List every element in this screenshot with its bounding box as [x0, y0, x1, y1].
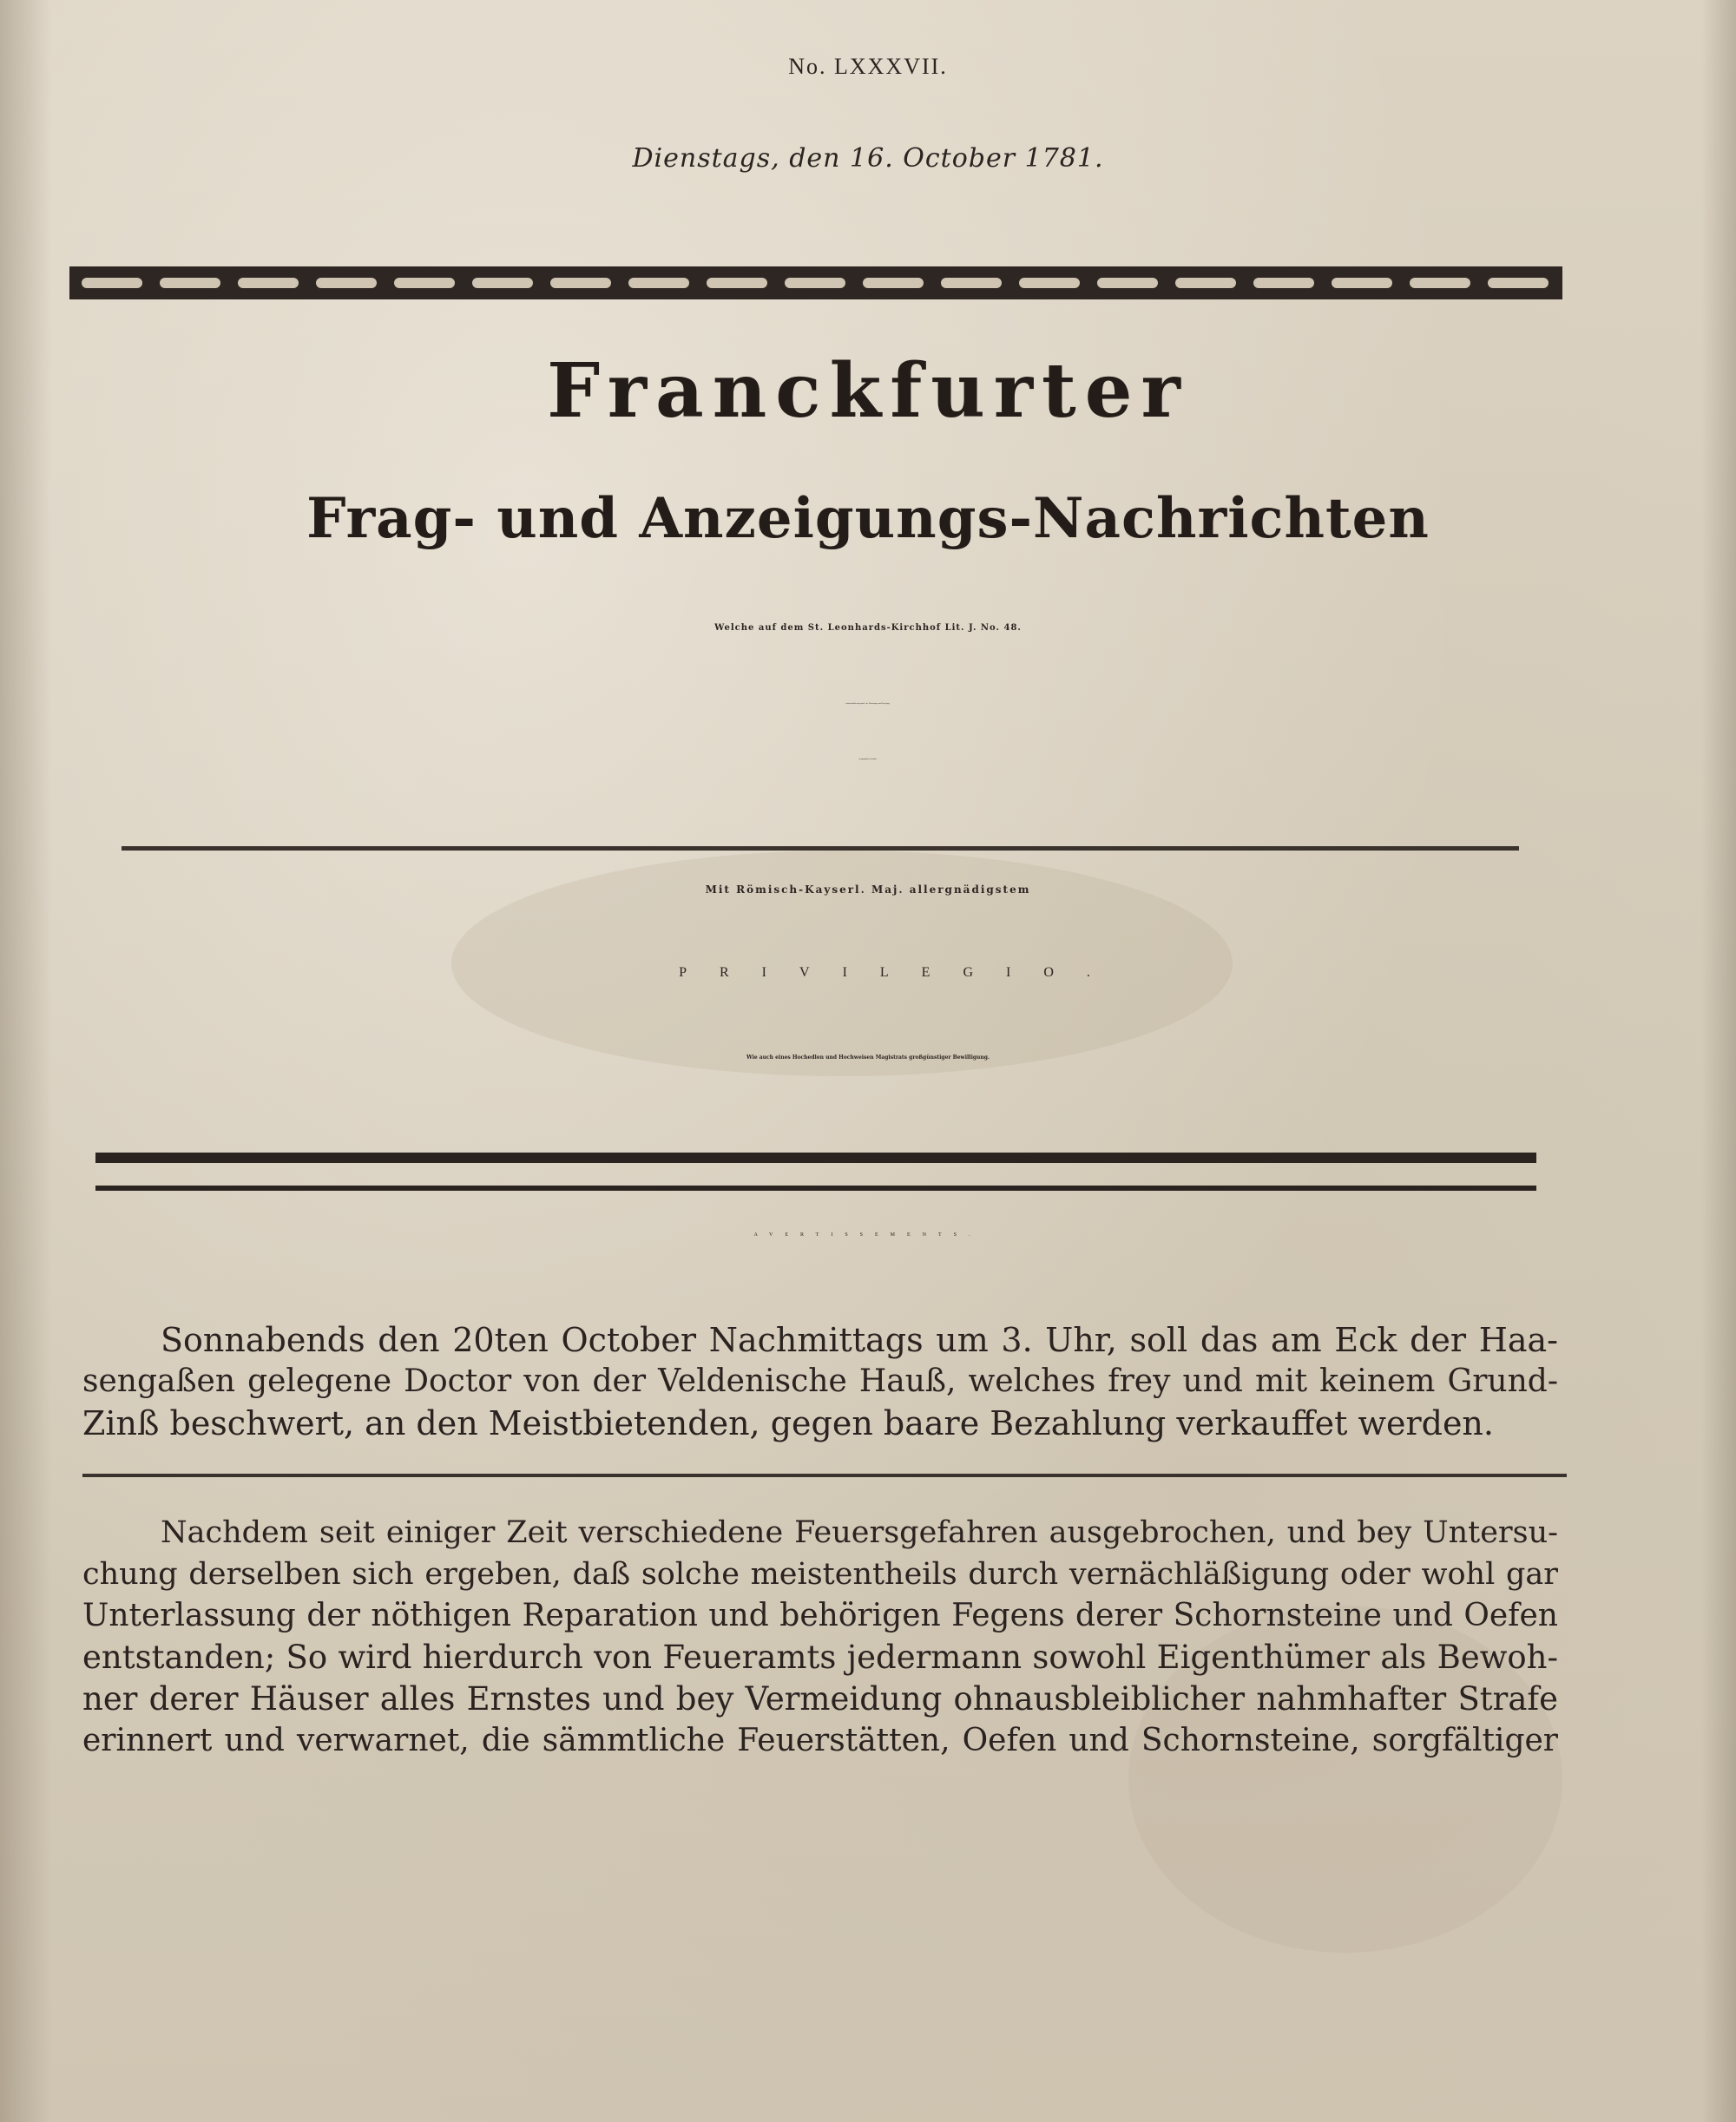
notice-fire-safety — [82, 1512, 1558, 1762]
issue-number: No. LXXXVII. — [788, 54, 948, 79]
notice-line: Unterlassung der nöthigen Reparation und behörigen Fegens derer Schornsteine und Oefen — [82, 1598, 1558, 1633]
notice-line: chung derselben sich ergeben, daß solche meistentheils durch vernächläßigung oder wohl gar — [82, 1557, 1558, 1592]
page-spine-shadow — [0, 0, 52, 2122]
notice-line: sengaßen gelegene Doctor von der Veldenische Hauß, welches frey und mit keinem Grund- — [82, 1363, 1558, 1399]
notice-line: Sonnabends den 20ten October Nachmittags um 3. Uhr, soll das am Eck der Haa- — [161, 1321, 1558, 1359]
divider-rule — [122, 846, 1519, 851]
divider-rule — [82, 1474, 1567, 1477]
ornamental-rule — [69, 265, 1562, 301]
masthead-title: Franckfurter — [547, 347, 1189, 435]
notice-auction — [82, 1319, 1558, 1444]
publisher-address: Welche auf dem St. Leonhards-Kirchhof Lit. J. No. 48. — [714, 623, 1022, 633]
page-edge-shadow — [1701, 0, 1736, 2122]
double-rule-thin — [95, 1186, 1536, 1191]
privilege-heading: PRIVILEGIO. — [679, 965, 1123, 980]
publication-frequency: wöchentlich zweymal, als Dienstags und Freytags, — [845, 703, 891, 705]
notice-line: erinnert und verwarnet, die sämmtliche Feuerstätten, Oefen und Schornsteine, sorgfältiger — [82, 1723, 1558, 1758]
notice-line: entstanden; So wird hierdurch von Feueramts jedermann sowohl Eigenthümer als Bewoh- — [82, 1639, 1558, 1676]
notice-line: Zinß beschwert, an den Meistbietenden, gegen baare Bezahlung verkauffet werden. — [82, 1404, 1494, 1442]
notice-line: Nachdem seit einiger Zeit verschiedene Feuersgefahren ausgebrochen, und bey Untersu- — [161, 1515, 1558, 1550]
notice-line: ner derer Häuser alles Ernstes und bey Vermeidung ohnausbleiblicher nahmhafter Strafe — [82, 1680, 1558, 1718]
section-heading: AVERTISSEMENTS. — [753, 1232, 983, 1238]
issue-date: Dienstags, den 16. October 1781. — [632, 143, 1104, 174]
privilege-approval: Wie auch eines Hochedlen und Hochweisen Magistrats großgünstiger Bewilligung. — [746, 1054, 990, 1061]
publication-frequency-cont: ausgegeben werden. — [858, 759, 878, 760]
privilege-line: Mit Römisch-Kayserl. Maj. allergnädigstem — [705, 884, 1031, 896]
masthead-subtitle: Frag- und Anzeigungs-Nachrichten — [306, 486, 1430, 551]
double-rule-thick — [95, 1153, 1536, 1163]
